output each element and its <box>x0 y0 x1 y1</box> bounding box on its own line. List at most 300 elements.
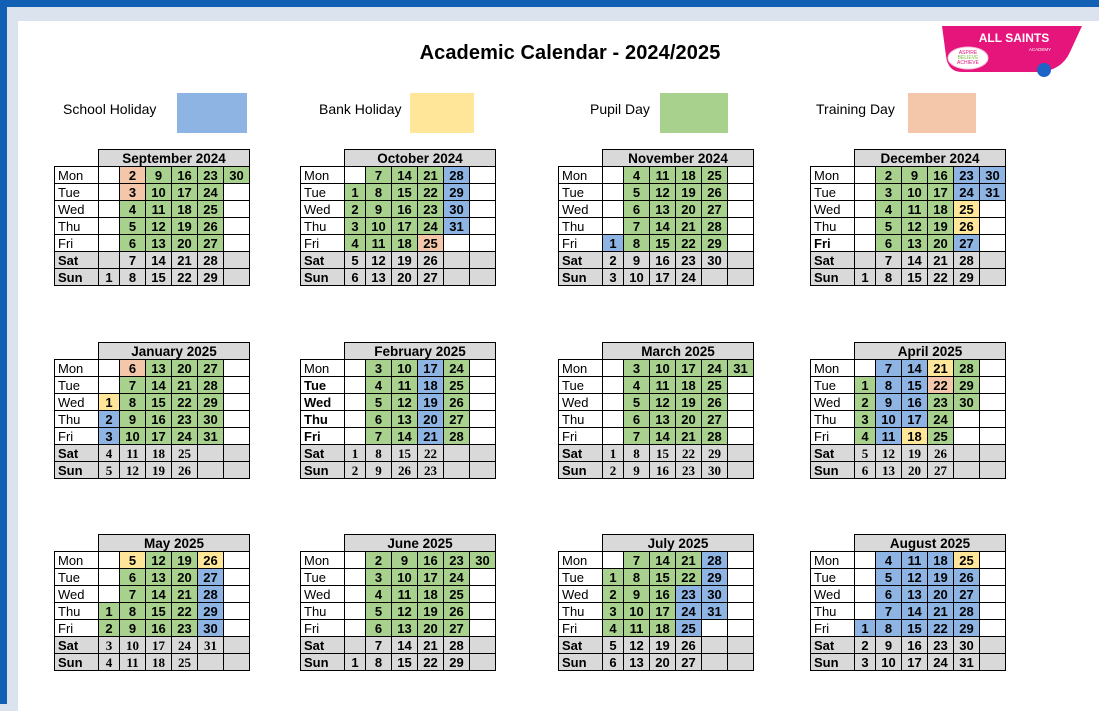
date-cell: 6 <box>120 360 146 377</box>
date-cell: 5 <box>603 637 624 654</box>
week-row <box>811 620 1006 637</box>
date-cell: 14 <box>146 252 172 269</box>
day-label: Tue <box>55 569 99 586</box>
week-row <box>301 411 496 428</box>
date-cell: 1 <box>855 620 876 637</box>
date-cell <box>345 167 366 184</box>
date-cell: 19 <box>418 394 444 411</box>
month-table <box>810 342 1006 479</box>
week-row <box>55 586 250 603</box>
day-label: Mon <box>301 167 345 184</box>
legend-swatch-training-day <box>908 93 976 133</box>
date-cell <box>470 218 496 235</box>
week-row <box>559 637 754 654</box>
day-label: Sun <box>301 462 345 479</box>
date-cell: 13 <box>146 360 172 377</box>
date-cell: 18 <box>146 445 172 462</box>
date-cell: 4 <box>855 428 876 445</box>
date-cell: 28 <box>702 218 728 235</box>
date-cell: 20 <box>928 235 954 252</box>
date-cell: 9 <box>146 167 172 184</box>
date-cell: 31 <box>444 218 470 235</box>
month-september-2024 <box>54 149 250 286</box>
date-cell <box>980 218 1006 235</box>
date-cell: 1 <box>345 654 366 671</box>
date-cell: 16 <box>928 167 954 184</box>
date-cell: 11 <box>392 586 418 603</box>
date-cell: 17 <box>928 184 954 201</box>
date-cell: 8 <box>624 235 650 252</box>
date-cell: 22 <box>928 620 954 637</box>
date-cell <box>855 603 876 620</box>
date-cell <box>198 462 224 479</box>
date-cell: 11 <box>120 445 146 462</box>
date-cell: 17 <box>902 654 928 671</box>
date-cell: 7 <box>624 218 650 235</box>
date-cell <box>224 603 250 620</box>
day-label: Thu <box>559 603 603 620</box>
date-cell: 1 <box>603 235 624 252</box>
date-cell <box>99 235 120 252</box>
date-cell: 23 <box>418 462 444 479</box>
week-row <box>301 637 496 654</box>
date-cell: 10 <box>392 360 418 377</box>
date-cell: 23 <box>928 637 954 654</box>
day-label: Tue <box>559 377 603 394</box>
header-spacer <box>811 150 855 167</box>
week-row <box>301 620 496 637</box>
date-cell: 2 <box>345 201 366 218</box>
date-cell <box>980 462 1006 479</box>
date-cell: 13 <box>650 201 676 218</box>
date-cell: 21 <box>418 637 444 654</box>
date-cell: 7 <box>876 603 902 620</box>
date-cell: 29 <box>954 620 980 637</box>
logo-line2: ACADEMY <box>1028 47 1052 52</box>
date-cell: 24 <box>444 360 470 377</box>
date-cell: 4 <box>366 586 392 603</box>
date-cell <box>99 586 120 603</box>
date-cell: 4 <box>366 377 392 394</box>
date-cell: 29 <box>198 603 224 620</box>
day-label: Sat <box>559 252 603 269</box>
date-cell <box>224 462 250 479</box>
date-cell <box>728 184 754 201</box>
date-cell: 19 <box>172 218 198 235</box>
header-spacer <box>559 150 603 167</box>
date-cell <box>980 269 1006 286</box>
date-cell: 8 <box>366 184 392 201</box>
date-cell: 14 <box>902 603 928 620</box>
date-cell: 1 <box>99 603 120 620</box>
day-label: Mon <box>811 167 855 184</box>
date-cell: 5 <box>624 184 650 201</box>
date-cell: 25 <box>444 377 470 394</box>
date-cell: 14 <box>650 428 676 445</box>
date-cell: 9 <box>624 252 650 269</box>
date-cell: 23 <box>928 394 954 411</box>
week-row <box>811 428 1006 445</box>
week-row <box>301 462 496 479</box>
legend-label-training-day: Training Day <box>816 101 895 117</box>
date-cell: 22 <box>676 445 702 462</box>
day-label: Sat <box>811 445 855 462</box>
date-cell: 5 <box>366 603 392 620</box>
day-label: Fri <box>559 620 603 637</box>
date-cell: 1 <box>345 445 366 462</box>
date-cell: 31 <box>980 184 1006 201</box>
month-title: September 2024 <box>99 150 250 167</box>
day-label: Fri <box>301 235 345 252</box>
date-cell: 28 <box>198 586 224 603</box>
day-label: Thu <box>55 411 99 428</box>
date-cell: 26 <box>702 184 728 201</box>
day-label: Mon <box>811 552 855 569</box>
date-cell <box>470 201 496 218</box>
month-title: November 2024 <box>603 150 754 167</box>
week-row <box>301 586 496 603</box>
date-cell: 3 <box>624 360 650 377</box>
date-cell: 25 <box>198 201 224 218</box>
month-table <box>54 149 250 286</box>
date-cell: 8 <box>624 445 650 462</box>
date-cell: 17 <box>676 360 702 377</box>
date-cell: 31 <box>198 637 224 654</box>
date-cell: 28 <box>702 552 728 569</box>
date-cell <box>198 445 224 462</box>
date-cell: 3 <box>99 428 120 445</box>
day-label: Fri <box>559 428 603 445</box>
date-cell: 16 <box>146 411 172 428</box>
month-table <box>558 342 754 479</box>
date-cell: 2 <box>99 620 120 637</box>
week-row <box>301 235 496 252</box>
date-cell: 21 <box>676 552 702 569</box>
day-label: Wed <box>811 586 855 603</box>
date-cell: 30 <box>198 411 224 428</box>
date-cell: 13 <box>366 269 392 286</box>
date-cell <box>99 552 120 569</box>
date-cell <box>728 218 754 235</box>
date-cell: 11 <box>624 620 650 637</box>
week-row <box>559 445 754 462</box>
week-row <box>55 637 250 654</box>
date-cell: 28 <box>444 637 470 654</box>
date-cell: 11 <box>366 235 392 252</box>
date-cell <box>855 552 876 569</box>
week-row <box>811 637 1006 654</box>
week-row <box>559 360 754 377</box>
date-cell <box>855 252 876 269</box>
date-cell: 9 <box>392 552 418 569</box>
date-cell: 27 <box>702 411 728 428</box>
date-cell: 6 <box>876 586 902 603</box>
day-label: Sun <box>559 462 603 479</box>
date-cell <box>444 235 470 252</box>
date-cell: 6 <box>366 620 392 637</box>
date-cell: 12 <box>392 603 418 620</box>
date-cell <box>728 252 754 269</box>
month-november-2024 <box>558 149 754 286</box>
date-cell: 28 <box>954 252 980 269</box>
week-row <box>559 235 754 252</box>
day-label: Fri <box>55 235 99 252</box>
date-cell: 7 <box>120 377 146 394</box>
date-cell <box>470 569 496 586</box>
date-cell: 15 <box>392 445 418 462</box>
date-cell: 25 <box>702 377 728 394</box>
date-cell: 23 <box>954 167 980 184</box>
date-cell: 8 <box>876 620 902 637</box>
date-cell: 21 <box>928 360 954 377</box>
date-cell: 30 <box>224 167 250 184</box>
date-cell: 20 <box>676 201 702 218</box>
date-cell: 10 <box>392 569 418 586</box>
date-cell: 26 <box>702 394 728 411</box>
date-cell: 12 <box>902 218 928 235</box>
date-cell: 18 <box>676 167 702 184</box>
week-row <box>559 201 754 218</box>
header-spacer <box>559 343 603 360</box>
day-label: Mon <box>559 552 603 569</box>
date-cell: 24 <box>954 184 980 201</box>
date-cell: 7 <box>366 428 392 445</box>
day-label: Wed <box>301 394 345 411</box>
date-cell <box>728 445 754 462</box>
date-cell: 30 <box>702 462 728 479</box>
week-row <box>55 603 250 620</box>
week-row <box>55 394 250 411</box>
day-label: Tue <box>55 377 99 394</box>
date-cell: 2 <box>603 462 624 479</box>
date-cell: 22 <box>172 269 198 286</box>
date-cell: 3 <box>855 411 876 428</box>
day-label: Thu <box>811 603 855 620</box>
day-label: Fri <box>811 428 855 445</box>
month-title: April 2025 <box>855 343 1006 360</box>
date-cell: 10 <box>120 637 146 654</box>
day-label: Wed <box>559 394 603 411</box>
week-row <box>301 603 496 620</box>
date-cell: 29 <box>702 445 728 462</box>
date-cell: 19 <box>146 462 172 479</box>
date-cell: 21 <box>928 603 954 620</box>
date-cell: 25 <box>172 654 198 671</box>
date-cell: 25 <box>702 167 728 184</box>
date-cell: 19 <box>928 569 954 586</box>
date-cell: 10 <box>146 184 172 201</box>
date-cell: 18 <box>902 428 928 445</box>
date-cell: 15 <box>650 445 676 462</box>
date-cell: 6 <box>624 201 650 218</box>
week-row <box>55 360 250 377</box>
date-cell: 10 <box>650 360 676 377</box>
date-cell <box>470 428 496 445</box>
date-cell: 5 <box>345 252 366 269</box>
date-cell: 22 <box>676 235 702 252</box>
month-table <box>300 342 496 479</box>
date-cell: 27 <box>198 569 224 586</box>
week-row <box>301 654 496 671</box>
week-row <box>301 377 496 394</box>
date-cell <box>470 394 496 411</box>
day-label: Wed <box>811 201 855 218</box>
date-cell: 3 <box>345 218 366 235</box>
date-cell <box>728 552 754 569</box>
date-cell: 4 <box>99 654 120 671</box>
day-label: Thu <box>55 218 99 235</box>
date-cell: 4 <box>99 445 120 462</box>
week-row <box>55 411 250 428</box>
week-row <box>559 569 754 586</box>
date-cell: 16 <box>902 637 928 654</box>
date-cell <box>224 218 250 235</box>
date-cell <box>980 252 1006 269</box>
date-cell: 24 <box>702 360 728 377</box>
date-cell: 6 <box>624 411 650 428</box>
date-cell: 24 <box>198 184 224 201</box>
date-cell: 19 <box>392 252 418 269</box>
date-cell: 30 <box>470 552 496 569</box>
week-row <box>559 552 754 569</box>
date-cell: 2 <box>603 586 624 603</box>
date-cell: 16 <box>392 201 418 218</box>
date-cell <box>224 252 250 269</box>
date-cell <box>224 184 250 201</box>
day-label: Wed <box>811 394 855 411</box>
day-label: Fri <box>811 235 855 252</box>
date-cell <box>980 445 1006 462</box>
date-cell: 28 <box>444 428 470 445</box>
day-label: Thu <box>55 603 99 620</box>
legend-label-school-holiday: School Holiday <box>63 101 157 117</box>
date-cell: 25 <box>676 620 702 637</box>
date-cell: 12 <box>876 445 902 462</box>
date-cell: 9 <box>902 167 928 184</box>
week-row <box>811 360 1006 377</box>
date-cell <box>980 411 1006 428</box>
date-cell <box>99 569 120 586</box>
date-cell: 8 <box>624 569 650 586</box>
date-cell: 7 <box>120 586 146 603</box>
date-cell: 14 <box>902 252 928 269</box>
month-title: August 2025 <box>855 535 1006 552</box>
week-row <box>559 603 754 620</box>
date-cell: 4 <box>624 377 650 394</box>
day-label: Tue <box>811 184 855 201</box>
week-row <box>811 569 1006 586</box>
date-cell <box>224 411 250 428</box>
week-row <box>55 184 250 201</box>
day-label: Mon <box>559 167 603 184</box>
date-cell: 16 <box>418 552 444 569</box>
date-cell: 26 <box>172 462 198 479</box>
date-cell: 9 <box>876 637 902 654</box>
week-row <box>559 377 754 394</box>
week-row <box>559 167 754 184</box>
week-row <box>55 201 250 218</box>
date-cell: 6 <box>855 462 876 479</box>
header-spacer <box>301 343 345 360</box>
date-cell: 20 <box>392 269 418 286</box>
week-row <box>559 428 754 445</box>
date-cell <box>728 428 754 445</box>
date-cell <box>702 637 728 654</box>
date-cell <box>728 637 754 654</box>
date-cell: 9 <box>624 586 650 603</box>
date-cell: 10 <box>902 184 928 201</box>
date-cell: 12 <box>650 394 676 411</box>
day-label: Mon <box>301 552 345 569</box>
day-label: Sun <box>55 462 99 479</box>
week-row <box>811 586 1006 603</box>
date-cell: 14 <box>392 428 418 445</box>
logo-motto-2: BELIEVE <box>957 55 979 61</box>
day-label: Thu <box>811 218 855 235</box>
date-cell: 11 <box>120 654 146 671</box>
date-cell: 4 <box>603 620 624 637</box>
date-cell: 15 <box>146 394 172 411</box>
date-cell: 2 <box>603 252 624 269</box>
date-cell: 19 <box>676 394 702 411</box>
week-row <box>559 462 754 479</box>
day-label: Tue <box>55 184 99 201</box>
day-label: Sat <box>559 637 603 654</box>
date-cell <box>470 235 496 252</box>
day-label: Mon <box>811 360 855 377</box>
date-cell <box>728 235 754 252</box>
week-row <box>301 445 496 462</box>
date-cell <box>728 394 754 411</box>
day-label: Sun <box>811 269 855 286</box>
date-cell <box>470 184 496 201</box>
date-cell: 15 <box>392 654 418 671</box>
month-title: March 2025 <box>603 343 754 360</box>
date-cell: 24 <box>676 603 702 620</box>
day-label: Sun <box>559 654 603 671</box>
date-cell <box>444 252 470 269</box>
date-cell: 21 <box>172 377 198 394</box>
date-cell: 16 <box>650 252 676 269</box>
date-cell: 7 <box>876 252 902 269</box>
day-label: Fri <box>559 235 603 252</box>
week-row <box>559 620 754 637</box>
week-row <box>559 218 754 235</box>
logo-dot <box>1037 63 1051 77</box>
date-cell <box>980 201 1006 218</box>
date-cell: 3 <box>366 360 392 377</box>
month-table <box>300 149 496 286</box>
date-cell: 11 <box>650 377 676 394</box>
date-cell <box>603 411 624 428</box>
day-label: Sat <box>811 637 855 654</box>
date-cell: 26 <box>418 252 444 269</box>
date-cell: 27 <box>444 620 470 637</box>
date-cell: 18 <box>650 620 676 637</box>
date-cell: 5 <box>366 394 392 411</box>
date-cell: 19 <box>650 637 676 654</box>
week-row <box>55 235 250 252</box>
day-label: Mon <box>55 360 99 377</box>
date-cell: 3 <box>603 269 624 286</box>
date-cell: 26 <box>928 445 954 462</box>
date-cell: 12 <box>624 637 650 654</box>
date-cell: 26 <box>954 569 980 586</box>
date-cell <box>980 235 1006 252</box>
header-spacer <box>811 343 855 360</box>
date-cell <box>224 637 250 654</box>
date-cell: 26 <box>676 637 702 654</box>
